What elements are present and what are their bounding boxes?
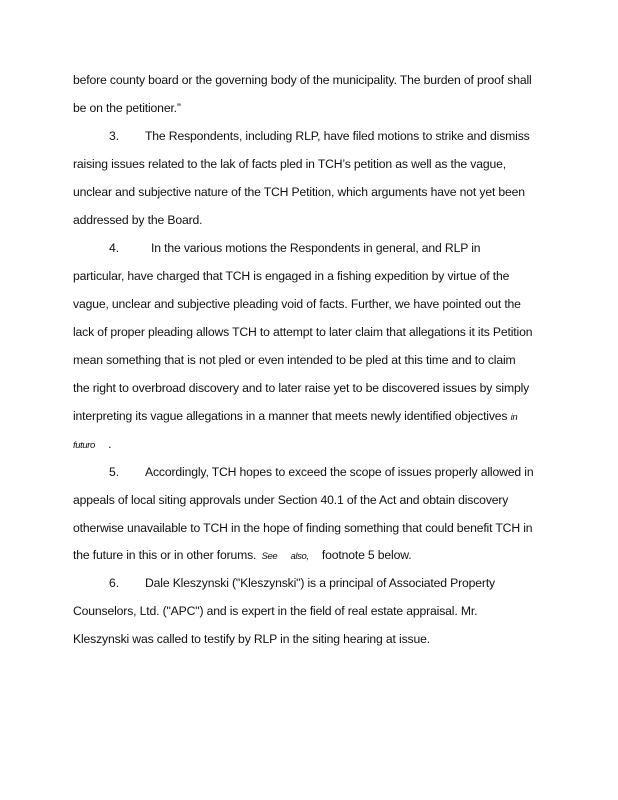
text-line: particular, have charged that TCH is engaged in a fishing expedition by virtue of the bbox=[73, 269, 510, 283]
text-segment: the future in this or in other forums. bbox=[73, 548, 257, 562]
paragraph-number: 5. bbox=[109, 465, 120, 479]
text-line: be on the petitioner.” bbox=[73, 101, 181, 115]
text-line bbox=[73, 408, 517, 426]
text-line: Dale Kleszynski ("Kleszynski") is a principal of Associated Property bbox=[145, 576, 495, 590]
italic-text: futuro bbox=[73, 440, 95, 451]
text-line: vague, unclear and subjective pleading void of facts. Further, we have pointed out the bbox=[73, 297, 521, 311]
text-line: addressed by the Board. bbox=[73, 213, 203, 227]
text-line: lack of proper pleading allows TCH to attempt to later claim that allegations it its Petition bbox=[73, 325, 533, 339]
text-segment: footnote 5 below. bbox=[321, 548, 412, 562]
text-line: the right to overbroad discovery and to later raise yet to be discovered issues by simply bbox=[73, 381, 530, 395]
text-segment: . bbox=[108, 437, 112, 451]
text-line: otherwise unavailable to TCH in the hope of finding something that could benefit TCH in bbox=[73, 521, 533, 535]
text-segment: interpreting its vague allegations in a manner that meets newly identified objectives bbox=[73, 409, 508, 423]
text-line: Kleszynski was called to testify by RLP in the siting hearing at issue. bbox=[73, 632, 430, 646]
paragraph-number: 6. bbox=[109, 576, 120, 590]
text-line bbox=[73, 547, 411, 565]
paragraph-number: 3. bbox=[109, 129, 120, 143]
text-line: before county board or the governing body of the municipality. The burden of proof shall bbox=[73, 73, 532, 87]
italic-text: See bbox=[261, 551, 278, 562]
italic-text: in bbox=[510, 412, 518, 423]
text-line: In the various motions the Respondents in general, and RLP in bbox=[151, 241, 481, 255]
text-line: The Respondents, including RLP, have filed motions to strike and dismiss bbox=[145, 129, 530, 143]
text-line bbox=[73, 436, 111, 454]
italic-text: also, bbox=[290, 551, 309, 562]
paragraph-number: 4. bbox=[109, 241, 120, 255]
text-line: mean something that is not pled or even intended to be pled at this time and to claim bbox=[73, 353, 516, 367]
text-line: raising issues related to the lak of facts pled in TCH’s petition as well as the vague, bbox=[73, 157, 506, 171]
text-line: appeals of local siting approvals under Section 40.1 of the Act and obtain discovery bbox=[73, 493, 509, 507]
text-line: Accordingly, TCH hopes to exceed the scope of issues properly allowed in bbox=[145, 465, 534, 479]
text-line: Counselors, Ltd. ("APC") and is expert in the field of real estate appraisal. Mr. bbox=[73, 604, 478, 618]
text-line: unclear and subjective nature of the TCH Petition, which arguments have not yet been bbox=[73, 185, 525, 199]
